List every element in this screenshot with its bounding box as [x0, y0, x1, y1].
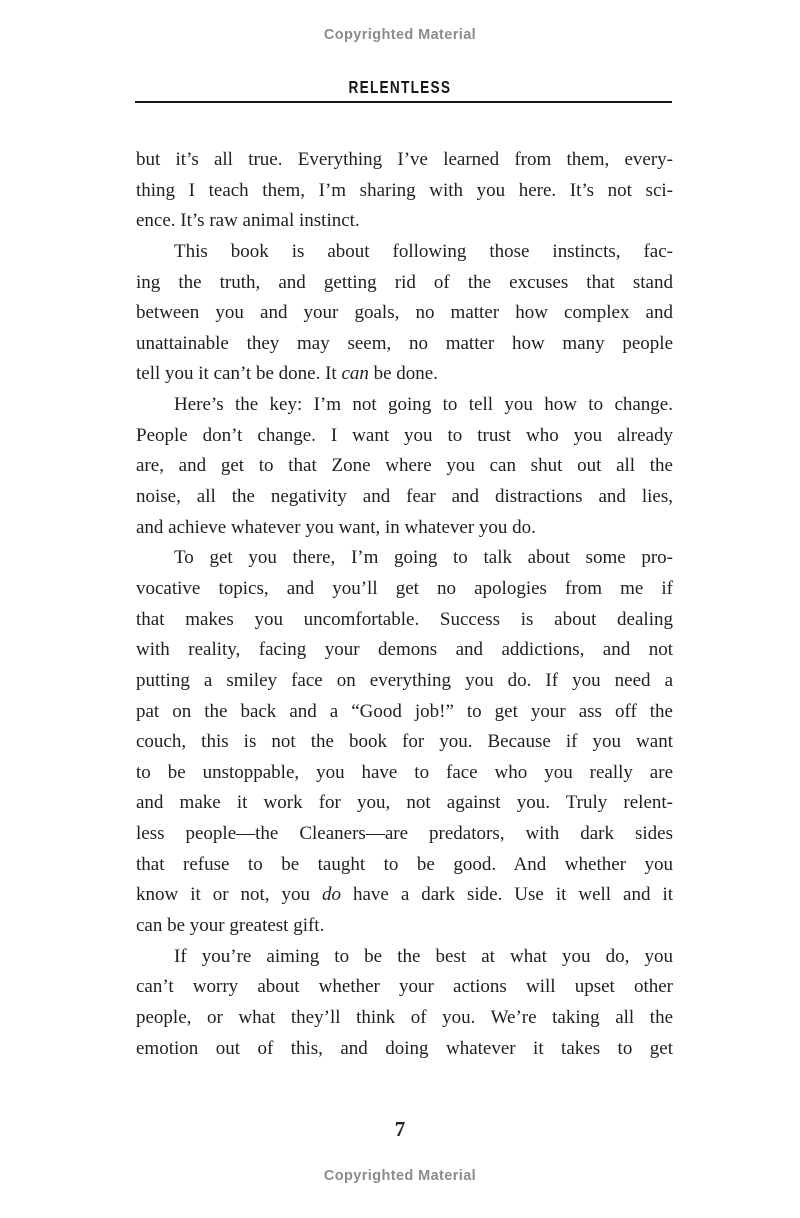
- running-header-title: RELENTLESS: [348, 77, 452, 97]
- text-line: vocative topics, and you’ll get no apologies from me if: [136, 577, 673, 599]
- text-line: are, and get to that Zone where you can shut out all the: [136, 455, 673, 477]
- copyright-notice-bottom: Copyrighted Material: [323, 1168, 477, 1184]
- paragraph: [136, 543, 673, 941]
- page-number: 7: [394, 1117, 406, 1141]
- text-line: but it’s all true. Everything I’ve learned from them, every-: [136, 149, 673, 170]
- text-line: thing I teach them, I’m sharing with you here. It’s not sci-: [136, 179, 673, 201]
- text-line: pat on the back and a “Good job!” to get your ass off the: [136, 700, 673, 722]
- text-line: and make it work for you, not against you. Truly relent-: [136, 792, 673, 814]
- paragraph: [136, 145, 673, 237]
- text-line: unattainable they may seem, no matter how many people: [136, 332, 673, 354]
- text-line: to be unstoppable, you have to face who you really are: [136, 761, 673, 783]
- text-line: To get you there, I’m going to talk about some pro-: [174, 547, 673, 569]
- page-body: [136, 145, 673, 1064]
- paragraph: [136, 942, 673, 1065]
- text-line: and achieve whatever you want, in whatever you do.: [136, 516, 536, 538]
- text-line: less people—the Cleaners—are predators, with dark sides: [136, 823, 673, 845]
- text-line: between you and your goals, no matter how complex and: [136, 302, 673, 324]
- text-line: with reality, facing your demons and addictions, and not: [136, 639, 673, 661]
- text-line: If you’re aiming to be the best at what you do, you: [174, 945, 673, 967]
- copyright-notice-top: Copyrighted Material: [323, 27, 477, 43]
- text-line: putting a smiley face on everything you do. If you need a: [136, 669, 673, 691]
- paragraph: [136, 390, 673, 543]
- text-line: ence. It’s raw animal instinct.: [136, 210, 360, 232]
- text-line: couch, this is not the book for you. Because if you want: [136, 731, 673, 753]
- text-line: ing the truth, and getting rid of the excuses that stand: [136, 271, 673, 293]
- text-line: that makes you uncomfortable. Success is about dealing: [136, 608, 673, 630]
- text-line: This book is about following those instincts, fac-: [174, 240, 673, 262]
- running-header: [0, 77, 800, 98]
- text-line: emotion out of this, and doing whatever it takes to get: [136, 1037, 673, 1059]
- paragraph: [136, 237, 673, 390]
- text-line: noise, all the negativity and fear and distractions and lies,: [136, 486, 673, 508]
- text-line: can’t worry about whether your actions will upset other: [136, 976, 673, 998]
- text-line: that refuse to be taught to be good. And whether you: [136, 853, 673, 875]
- text-line: Here’s the key: I’m not going to tell you how to change.: [174, 394, 673, 416]
- text-line: people, or what they’ll think of you. We’re taking all the: [136, 1006, 673, 1028]
- text-line: tell you it can’t be done. It can be done.: [136, 363, 438, 385]
- text-line: can be your greatest gift.: [136, 915, 325, 937]
- header-rule: [135, 101, 672, 103]
- text-line: People don’t change. I want you to trust who you already: [136, 424, 673, 446]
- text-line: know it or not, you do have a dark side. Use it well and it: [136, 884, 673, 906]
